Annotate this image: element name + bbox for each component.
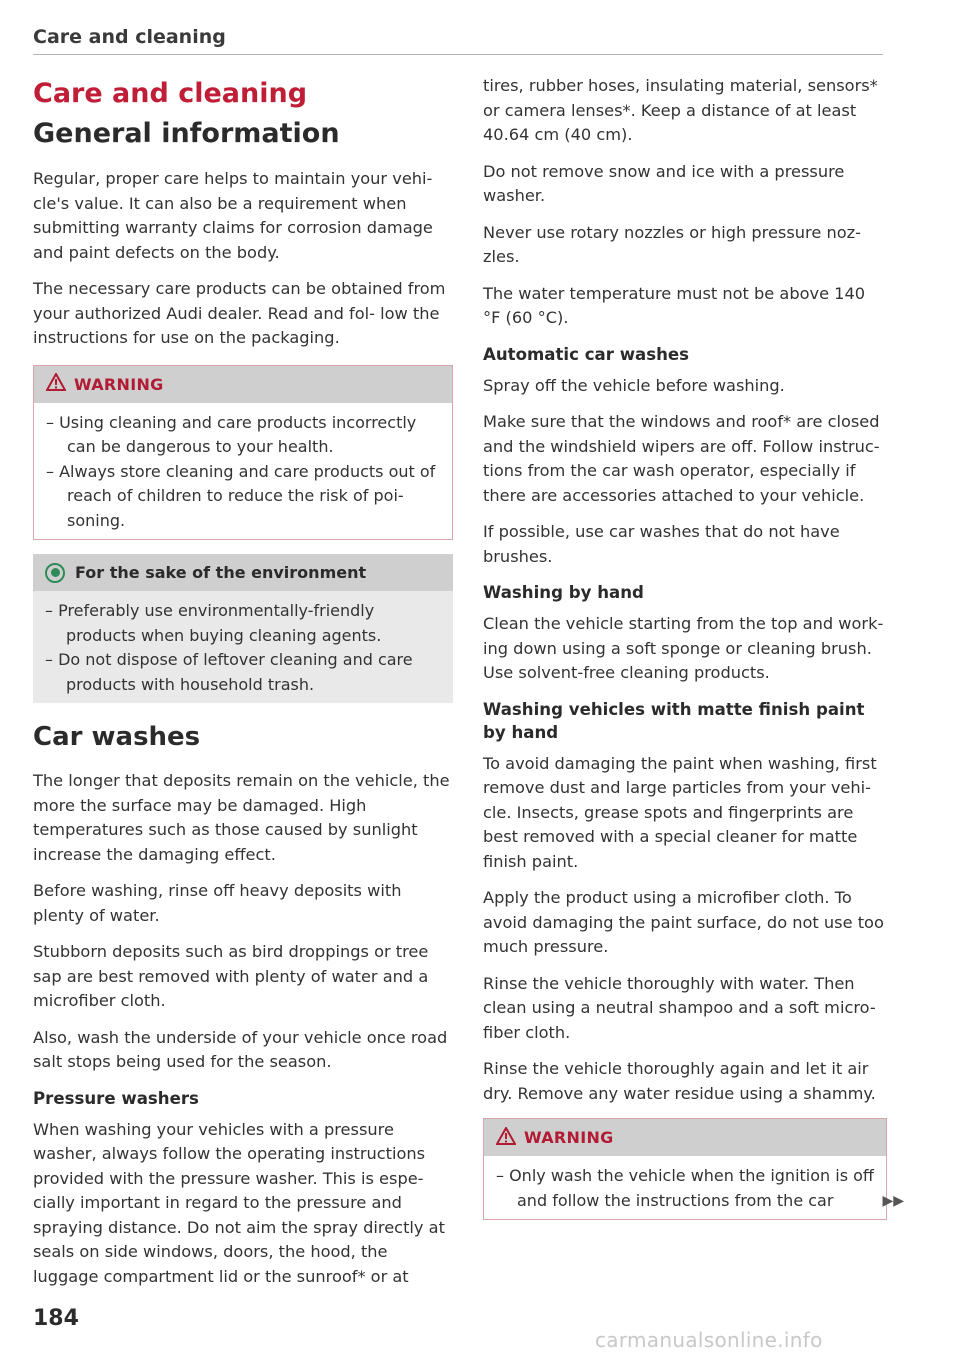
environment-item: – Preferably use environmentally-friendly products when buying cleaning agents. xyxy=(45,601,382,645)
warning-body xyxy=(484,1156,886,1219)
environment-body xyxy=(33,591,453,703)
warning-triangle-icon xyxy=(46,373,66,395)
warning-body xyxy=(34,403,452,540)
subheading-matte-finish: Washing vehicles with matte finish paint by hand xyxy=(483,699,865,742)
paragraph: The necessary care products can be obtained from your authorized Audi dealer. Read and fol- low the instructions for use on the packaging. xyxy=(33,279,446,347)
left-column xyxy=(33,76,453,1301)
paragraph: To avoid damaging the paint when washing, first remove dust and large particles from your vehi- cle. Insects, grease spots and fingerprints are best removed with a special cleaner for matte finish paint. xyxy=(483,753,877,871)
paragraph: Do not remove snow and ice with a pressure washer. xyxy=(483,161,845,205)
subheading-pressure-washers: Pressure washers xyxy=(33,1088,199,1108)
paragraph: Clean the vehicle starting from the top and work- ing down using a soft sponge or cleaning brush. Use solvent-free cleaning products. xyxy=(483,614,884,682)
warning-item: – Always store cleaning and care products out of reach of children to reduce the risk of poi- soning. xyxy=(46,461,436,530)
subheading-washing-by-hand: Washing by hand xyxy=(483,583,644,602)
paragraph: Stubborn deposits such as bird droppings or tree sap are best removed with plenty of water and a microfiber cloth. xyxy=(33,942,429,1010)
paragraph: Never use rotary nozzles or high pressure noz- zles. xyxy=(483,222,861,266)
warning-header xyxy=(484,1119,886,1156)
paragraph: Before washing, rinse off heavy deposits with plenty of water. xyxy=(33,881,402,925)
paragraph: Also, wash the underside of your vehicle once road salt stops being used for the season. xyxy=(33,1027,448,1071)
header-rule xyxy=(33,54,883,55)
continue-arrow-icon: ▶▶ xyxy=(882,1193,904,1209)
warning-header xyxy=(34,366,452,403)
warning-label: WARNING xyxy=(524,1128,614,1147)
environment-label: For the sake of the environment xyxy=(75,563,367,582)
chapter-title: Care and cleaning xyxy=(33,78,308,109)
paragraph: Rinse the vehicle thoroughly with water. Then clean using a neutral shampoo and a soft micro- fiber cloth. xyxy=(483,973,876,1042)
paragraph: When washing your vehicles with a pressure washer, always follow the operating instructions provided with the pressure washer. This is espe- cially important in regard to the pressure and spraying distance. Do not aim the spray directly at seals on side windows, doors, the hood, the luggage compartment lid or the sunroof* or at xyxy=(33,1119,445,1286)
right-column xyxy=(483,74,904,1234)
warning-box xyxy=(33,365,453,541)
paragraph: Regular, proper care helps to maintain your vehi- cle's value. It can also be a requirement when submitting warranty claims for corrosion damage and paint defects on the body. xyxy=(33,169,433,262)
paragraph: Apply the product using a microfiber cloth. To avoid damaging the paint surface, do not use too much pressure. xyxy=(483,888,884,956)
paragraph: The water temperature must not be above 140 °F (60 °C). xyxy=(483,283,866,327)
paragraph: tires, rubber hoses, insulating material, sensors* or camera lenses*. Keep a distance of at least 40.64 cm (40 cm). xyxy=(483,76,878,144)
paragraph: The longer that deposits remain on the vehicle, the more the surface may be damaged. High temperatures such as those caused by sunlight increase the damaging effect. xyxy=(33,771,450,864)
page-number: 184 xyxy=(33,1306,79,1331)
environment-box xyxy=(33,554,453,703)
running-head: Care and cleaning xyxy=(33,26,226,48)
paragraph: Spray off the vehicle before washing. xyxy=(483,375,785,395)
warning-item: – Only wash the vehicle when the ignition is off and follow the instructions from the car xyxy=(496,1166,874,1210)
paragraph: If possible, use car washes that do not have brushes. xyxy=(483,522,840,566)
environment-leaf-icon xyxy=(45,563,65,583)
warning-item: – Using cleaning and care products incorrectly can be dangerous to your health. xyxy=(46,412,417,456)
environment-item: – Do not dispose of leftover cleaning and care products with household trash. xyxy=(45,650,413,694)
section-title-car-washes: Car washes xyxy=(33,722,201,752)
warning-triangle-icon xyxy=(496,1127,516,1149)
paragraph: Rinse the vehicle thoroughly again and let it air dry. Remove any water residue using a shammy. xyxy=(483,1059,876,1103)
paragraph: Make sure that the windows and roof* are closed and the windshield wipers are off. Follow instruc- tions from the car wash operator, especially if there are accessories attached to your vehicle. xyxy=(483,412,880,505)
section-title-general-information: General information xyxy=(33,118,340,149)
warning-label: WARNING xyxy=(74,374,164,394)
warning-box xyxy=(483,1118,904,1220)
subheading-automatic-car-washes: Automatic car washes xyxy=(483,344,690,364)
watermark: carmanualsonline.info xyxy=(595,1328,823,1352)
environment-header xyxy=(33,554,453,591)
